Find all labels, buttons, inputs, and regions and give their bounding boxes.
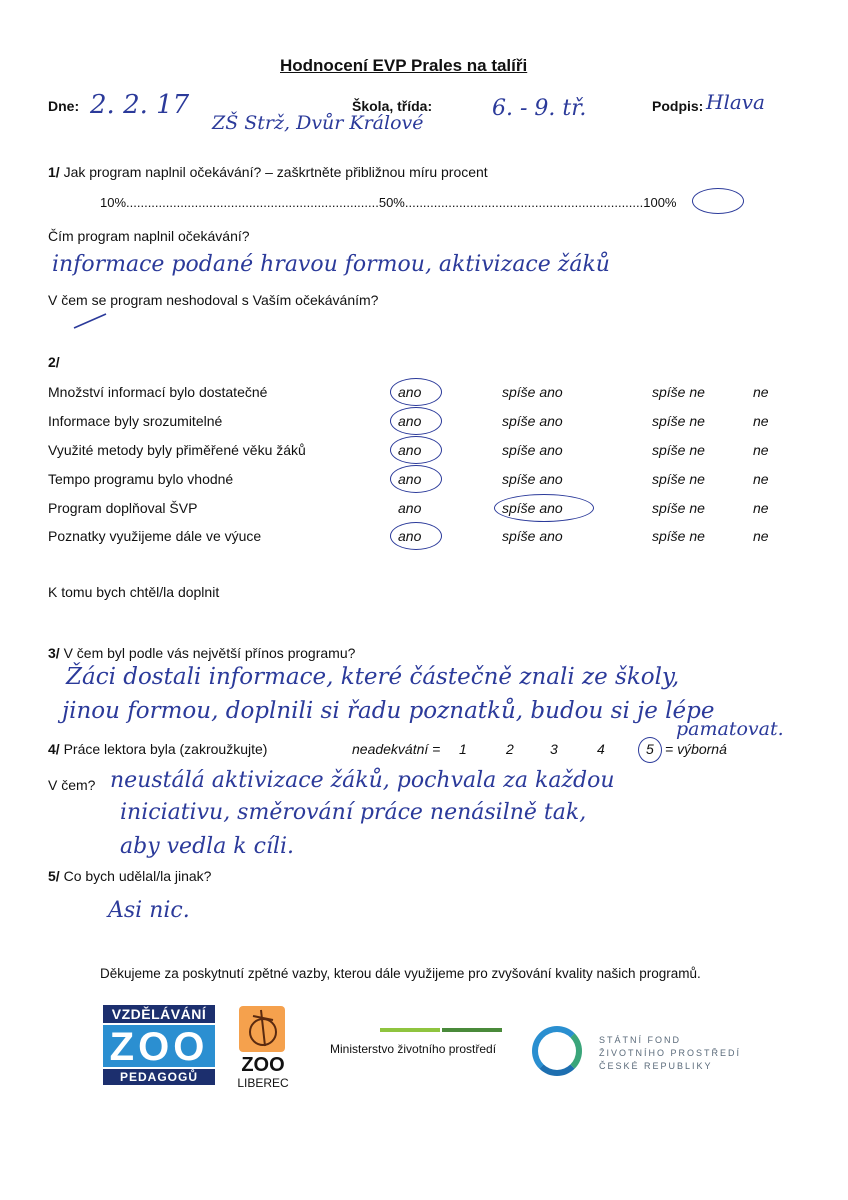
- q2-option-ano[interactable]: ano: [398, 528, 422, 544]
- q2-number: 2/: [48, 354, 60, 370]
- q1-100-circle: [692, 188, 744, 214]
- q2-option-spíše-ano[interactable]: spíše ano: [502, 413, 563, 429]
- class-value[interactable]: 6. - 9. tř.: [492, 96, 587, 121]
- q2-option-spíše-ne[interactable]: spíše ne: [652, 500, 705, 516]
- q2-row-label: Tempo programu bylo vhodné: [48, 471, 234, 487]
- q4-scale-4[interactable]: 4: [597, 741, 605, 757]
- q2-option-ano[interactable]: ano: [398, 471, 422, 487]
- q1-scale: 10%......................................................................50%..................................................................100%: [100, 195, 677, 210]
- q4-heading: [48, 741, 267, 757]
- q2-option-spíše-ano[interactable]: spíše ano: [502, 500, 563, 516]
- liberec-city-text: LIBEREC: [237, 1076, 289, 1090]
- q4-scale-3[interactable]: 3: [550, 741, 558, 757]
- q1-met-label: Čím program naplnil očekávání?: [48, 228, 250, 244]
- q5-heading: [48, 868, 211, 884]
- q4-detail-line-1[interactable]: neustálá aktivizace žáků, pochvala za každou: [110, 768, 615, 793]
- q4-number: 4/: [48, 741, 60, 757]
- liberec-zoo-text: ZOO: [241, 1054, 285, 1076]
- sfzp-line-2: ŽIVOTNÍHO PROSTŘEDÍ: [599, 1048, 742, 1058]
- mzp-text: Ministerstvo životního prostředí: [330, 1042, 497, 1056]
- q2-option-spíše-ano[interactable]: spíše ano: [502, 442, 563, 458]
- q2-option-ne[interactable]: ne: [753, 442, 769, 458]
- q1-number: 1/: [48, 164, 60, 180]
- q4-selected-circle: [638, 737, 662, 763]
- q1-met-answer[interactable]: informace podané hravou formou, aktivizace žáků: [52, 252, 610, 277]
- q2-selected-circle: [390, 407, 442, 435]
- q5-number: 5/: [48, 868, 60, 884]
- signature-value[interactable]: Hlava: [706, 90, 765, 114]
- q2-option-ne[interactable]: ne: [753, 384, 769, 400]
- q2-selected-circle: [390, 378, 442, 406]
- q2-option-ano[interactable]: ano: [398, 500, 422, 516]
- logo-zoo-top-text: VZDĚLÁVÁNÍ: [103, 1005, 215, 1023]
- q4-scale-right: = výborná: [665, 741, 727, 757]
- q3-answer-line-3[interactable]: pamatovat.: [676, 718, 784, 740]
- q2-option-ano[interactable]: ano: [398, 384, 422, 400]
- q1-heading: [48, 164, 488, 180]
- school-label: Škola, třída:: [352, 98, 433, 114]
- q4-scale-5[interactable]: 5: [646, 741, 654, 757]
- logo-zoo-bottom-text: PEDAGOGŮ: [103, 1069, 215, 1085]
- q4-detail-line-3[interactable]: aby vedla k cíli.: [120, 834, 295, 859]
- q4-scale-2[interactable]: 2: [506, 741, 514, 757]
- q1-mismatch-dash: [70, 310, 110, 332]
- q2-option-ano[interactable]: ano: [398, 413, 422, 429]
- q2-option-ne[interactable]: ne: [753, 471, 769, 487]
- q4-text: Práce lektora byla (zakroužkujte): [63, 741, 268, 757]
- sfzp-line-3: ČESKÉ REPUBLIKY: [599, 1061, 713, 1071]
- mzp-bar-light: [380, 1028, 440, 1032]
- q2-option-spíše-ano[interactable]: spíše ano: [502, 384, 563, 400]
- q4-detail-label: V čem?: [48, 777, 96, 793]
- vzdelavani-zoo-pedagogu-logo: [103, 1005, 215, 1085]
- q5-text: Co bych udělal/la jinak?: [63, 868, 212, 884]
- q2-row-label: Poznatky využijeme dále ve výuce: [48, 528, 262, 544]
- q2-row-label: Informace byly srozumitelné: [48, 413, 223, 429]
- signature-label: Podpis:: [652, 98, 704, 114]
- q2-option-spíše-ne[interactable]: spíše ne: [652, 528, 705, 544]
- q2-option-spíše-ano[interactable]: spíše ano: [502, 471, 563, 487]
- q2-option-ne[interactable]: ne: [753, 528, 769, 544]
- logo-zoo-mid-text: ZOO: [103, 1025, 215, 1067]
- q2-option-spíše-ano[interactable]: spíše ano: [502, 528, 563, 544]
- q2-row-label: Množství informací bylo dostatečné: [48, 384, 268, 400]
- sfzp-line-1: STÁTNÍ FOND: [599, 1035, 681, 1045]
- date-label: Dne:: [48, 98, 80, 114]
- q2-selected-circle: [390, 522, 442, 550]
- q2-addition-label: K tomu bych chtěl/la doplnit: [48, 584, 220, 600]
- liberec-emblem-icon: [239, 1006, 285, 1052]
- q1-mismatch-label: V čem se program neshodoval s Vaším očekáváním?: [48, 292, 379, 308]
- q4-detail-line-2[interactable]: iniciativu, směrování práce nenásilně tak,: [120, 800, 587, 825]
- q2-option-ne[interactable]: ne: [753, 500, 769, 516]
- q2-selected-circle: [390, 436, 442, 464]
- q3-text: V čem byl podle vás největší přínos programu?: [63, 645, 356, 661]
- footer-thanks: Děkujeme za poskytnutí zpětné vazby, kterou dále využijeme pro zvyšování kvality našich programů.: [100, 966, 701, 981]
- q3-answer-line-1[interactable]: Žáci dostali informace, které částečně znali ze školy,: [66, 664, 680, 690]
- q2-option-spíše-ne[interactable]: spíše ne: [652, 413, 705, 429]
- q2-option-ne[interactable]: ne: [753, 413, 769, 429]
- q2-option-spíše-ne[interactable]: spíše ne: [652, 384, 705, 400]
- form-title: Hodnocení EVP Prales na talíři: [280, 56, 528, 75]
- q3-answer-line-2[interactable]: jinou formou, doplnili si řadu poznatků, budou si je lépe: [62, 698, 715, 724]
- q3-heading: [48, 645, 355, 661]
- q5-answer[interactable]: Asi nic.: [108, 898, 190, 923]
- sfzp-logo-icon: [532, 1026, 582, 1076]
- q1-text: Jak program naplnil očekávání? – zaškrtněte přibližnou míru procent: [63, 164, 488, 180]
- q4-scale-1[interactable]: 1: [459, 741, 467, 757]
- q2-row-label: Využité metody byly přiměřené věku žáků: [48, 442, 306, 458]
- zoo-liberec-logo-icon: [239, 1006, 285, 1052]
- q2-selected-circle: [390, 465, 442, 493]
- school-value[interactable]: ZŠ Strž, Dvůr Králové: [212, 112, 424, 134]
- q2-selected-circle: [494, 494, 594, 522]
- mzp-bar-dark: [442, 1028, 502, 1032]
- q2-option-spíše-ne[interactable]: spíše ne: [652, 471, 705, 487]
- q2-option-ano[interactable]: ano: [398, 442, 422, 458]
- q3-number: 3/: [48, 645, 60, 661]
- q4-scale-left: neadekvátní =: [352, 741, 441, 757]
- q2-option-spíše-ne[interactable]: spíše ne: [652, 442, 705, 458]
- q2-row-label: Program doplňoval ŠVP: [48, 500, 198, 516]
- date-value[interactable]: 2. 2. 17: [90, 90, 190, 120]
